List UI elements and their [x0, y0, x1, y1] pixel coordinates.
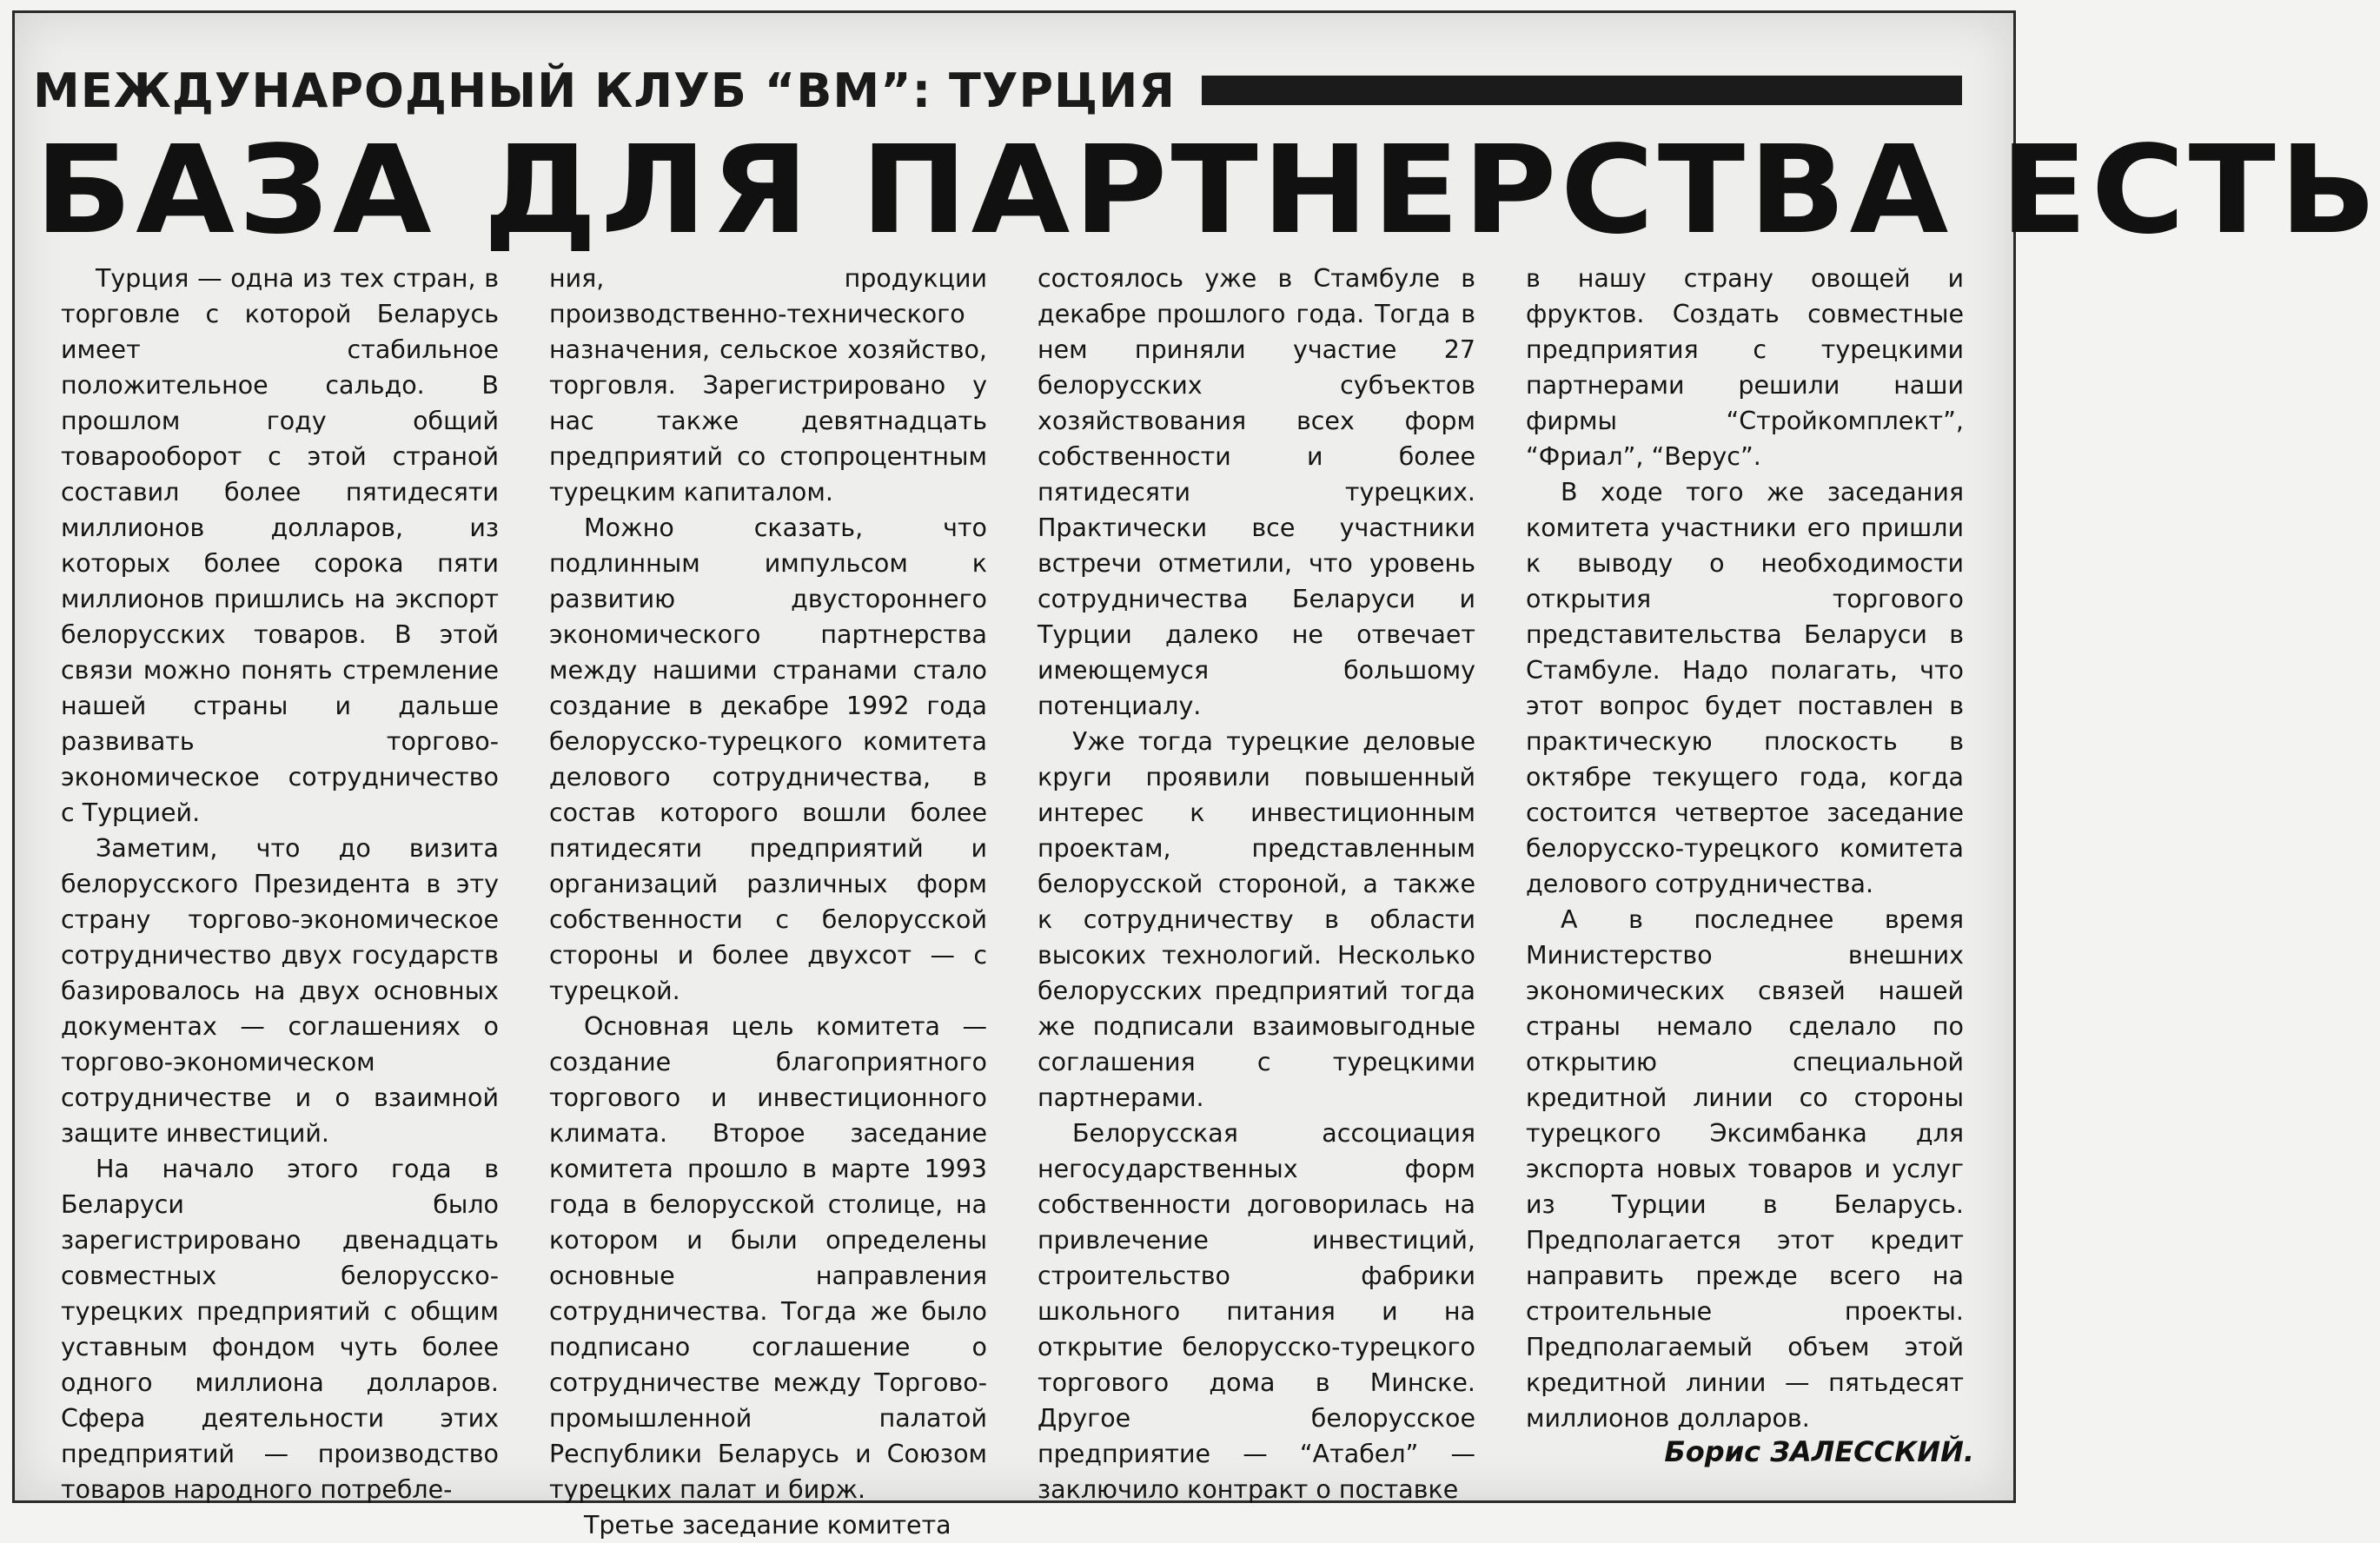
column-2	[549, 261, 987, 1540]
paragraph: Уже тогда турецкие деловые круги проявили повышенный интерес к инвестиционным проектам, представленным белорусской стороной, а также к сотрудничеству в области высоких технологий. Несколько белорусских предприятий тогда же подписали взаимовыгодные соглашения с турецкими партнерами.	[1038, 727, 1475, 1112]
column-3	[1038, 261, 1475, 1504]
paragraph: На начало этого года в Беларуси было зарегистрировано двенадцать совместных белорусско-турецких предприятий с общим уставным фондом чуть более одного миллиона долларов. Сфера деятельности этих предприятий — производство товаров народного потребле-	[61, 1155, 499, 1504]
column-4	[1526, 261, 1964, 1433]
paragraph: Заметим, что до визита белорусского Президента в эту страну торгово-экономическое сотрудничество двух государств базировалось на двух основных документах — соглашениях о торгово-экономическом сотрудничестве и о взаимной защите инвестиций.	[61, 834, 499, 1148]
paragraph: Можно сказать, что подлинным импульсом к развитию двустороннего экономического партнерства между нашими странами стало создание в декабре 1992 года белорусско-турецкого комитета делового сотрудничества, в состав которого вошли более пятидесяти предприятий и организаций различных форм собственности с белорусской стороны и более двухсот — с турецкой.	[549, 513, 987, 1005]
paragraph: Белорусская ассоциация негосударственных форм собственности договорилась на привлечение инвестиций, строительство фабрики школьного питания и на открытие белорусско-турецкого торгового дома в Минске. Другое белорусское предприятие — “Атабел” — заключило контракт о поставке	[1038, 1119, 1475, 1504]
paragraph: в нашу страну овощей и фруктов. Создать совместные предприятия с турецкими партнерами решили наши фирмы “Стройкомплект”, “Фриал”, “Верус”.	[1526, 264, 1964, 471]
paragraph: Основная цель комитета — создание благоприятного торгового и инвестиционного климата. Второе заседание комитета прошло в марте 1993 года в белорусской столице, на котором и были определены основные направления сотрудничества. Тогда же было подписано соглашение о сотрудничестве между Торгово-промышленной палатой Республики Беларусь и Союзом турецких палат и бирж.	[549, 1012, 987, 1504]
paragraph: В ходе того же заседания комитета участники его пришли к выводу о необходимости открытия торгового представительства Беларуси в Стамбуле. Надо полагать, что этот вопрос будет поставлен в практическую плоскость в октябре текущего года, когда состоится четвертое заседание белорусско-турецкого комитета делового сотрудничества.	[1526, 478, 1964, 898]
paragraph: А в последнее время Министерство внешних экономических связей нашей страны немало сделало по открытию специальной кредитной линии со стороны турецкого Эксимбанка для экспорта новых товаров и услуг из Турции в Беларусь. Предполагается этот кредит направить прежде всего на строительные проекты. Предполагаемый объем этой кредитной линии — пятьдесят миллионов долларов.	[1526, 905, 1964, 1433]
column-1	[61, 261, 499, 1504]
paragraph: Турция — одна из тех стран, в торговле с которой Беларусь имеет стабильное положительное сальдо. В прошлом году общий товарооборот с этой страной составил более пятидесяти миллионов долларов, из которых более сорока пяти миллионов пришлись на экспорт белорусских товаров. В этой связи можно понять стремление нашей страны и дальше развивать торгово-экономическое сотрудничество с Турцией.	[61, 264, 499, 827]
kicker-rule	[1202, 76, 1962, 105]
kicker-text: МЕЖДУНАРОДНЫЙ КЛУБ “ВМ”: ТУРЦИЯ	[33, 63, 1176, 118]
headline: БАЗА ДЛЯ ПАРТНЕРСТВА ЕСТЬ	[35, 120, 2380, 262]
section-kicker	[33, 59, 1962, 122]
paragraph: состоялось уже в Стамбуле в декабре прошлого года. Тогда в нем приняли участие 27 белорусских субъектов хозяйствования всех форм собственности и более пятидесяти турецких. Практически все участники встречи отметили, что уровень сотрудничества Беларуси и Турции далеко не отвечает имеющемуся большому потенциалу.	[1038, 264, 1475, 720]
paragraph: ния, продукции производственно-технического назначения, сельское хозяйство, торговля. Зарегистрировано у нас также девятнадцать предприятий со стопроцентным турецким капиталом.	[549, 264, 987, 507]
author-byline: Борис ЗАЛЕССКИЙ.	[1664, 1435, 1974, 1468]
paragraph: Третье заседание комитета	[584, 1511, 951, 1540]
